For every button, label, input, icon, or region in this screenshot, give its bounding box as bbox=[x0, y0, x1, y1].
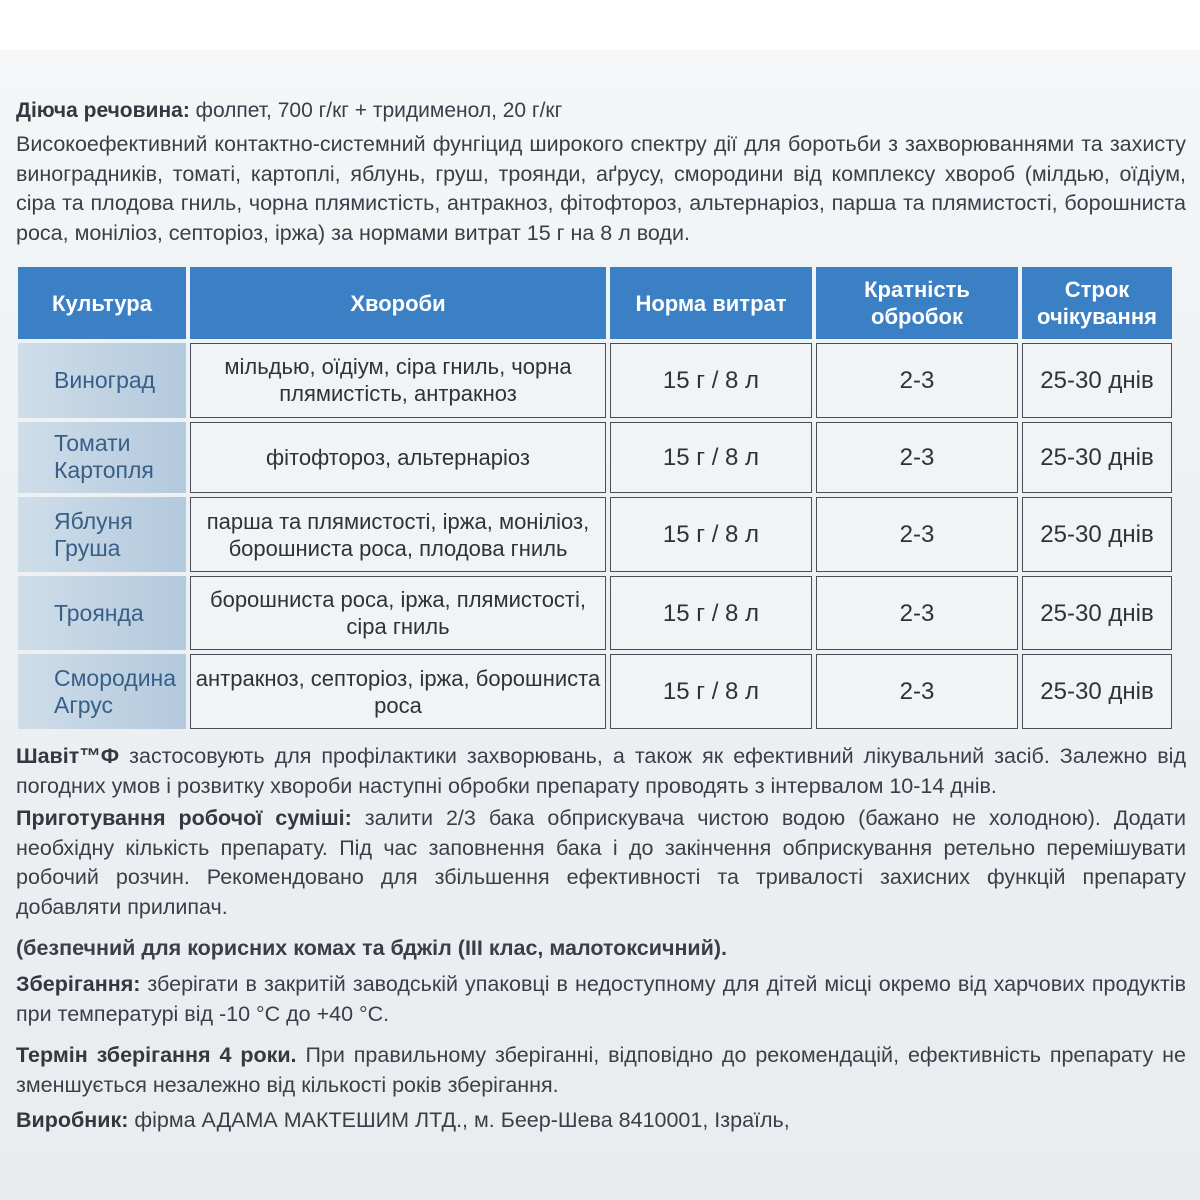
table-row bbox=[18, 654, 1172, 729]
active-substance-value: фолпет, 700 г/кг + тридименол, 20 г/кг bbox=[189, 99, 563, 122]
storage-text: зберігати в закритій заводській упаковці в недоступному для дітей місці окремо від харчових продуктів при температурі від -10 °С до +40 °С. bbox=[16, 972, 1186, 1026]
cell-diseases: антракноз, септоріоз, іржа, борошниста роса bbox=[190, 654, 606, 729]
cell-diseases: фітофтороз, альтернаріоз bbox=[190, 422, 606, 494]
manufacturer-label: Виробник: bbox=[16, 1108, 129, 1132]
shelf-life-paragraph bbox=[16, 1041, 1186, 1100]
table-row bbox=[18, 422, 1172, 494]
active-substance-line bbox=[16, 96, 1186, 126]
cell-crop: Троянда bbox=[18, 576, 186, 651]
header-waiting: Строк очікування bbox=[1022, 267, 1172, 339]
cell-waiting: 25-30 днів bbox=[1022, 422, 1172, 494]
table-row bbox=[18, 497, 1172, 572]
intro-paragraph: Високоефективний контактно-системний фунгіцид широкого спектру дії для боротьби з захворюваннями та захисту виноградників, томаті, картоплі, яблунь, груш, троянди, аґрусу, смородини від комплексу хвороб (мілдью, оїдіум, сіра та плодова гниль, чорна плямистість, антракноз, фітофтороз, альтернаріоз, парша та плямистості, борошниста роса, моніліоз, септоріоз, іржа) за нормами витрат 15 г на 8 л води. bbox=[16, 132, 1186, 245]
usage-text: застосовують для профілактики захворювань, а також як ефективний лікувальний засіб. Залежно від погодних умов і розвитку хвороби наступні обробки препарату проводять з інтервалом 10-14 днів. bbox=[16, 744, 1186, 798]
shelf-life-label: Термін зберігання 4 роки. bbox=[16, 1043, 297, 1067]
mix-text: залити 2/3 бака обприскувача чистою водою (бажано не холодною). Додати необхідну кількість препарату. Під час заповнення бака і до закінчення обприскування ретельно перемішувати робочий розчин. Рекомендовано для збільшення ефективності та тривалості захисних функцій препарату добавляти прилипач. bbox=[16, 806, 1186, 919]
cell-rate: 15 г / 8 л bbox=[610, 422, 812, 494]
header-diseases: Хвороби bbox=[190, 267, 606, 339]
cell-times: 2-3 bbox=[816, 654, 1018, 729]
cell-diseases: мільдью, оїдіум, сіра гниль, чорна плямистість, антракноз bbox=[190, 343, 606, 418]
manufacturer-paragraph bbox=[16, 1106, 1186, 1136]
brand-name: Шавіт™Ф bbox=[16, 744, 120, 768]
cell-rate: 15 г / 8 л bbox=[610, 576, 812, 651]
shelf-life-text: При правильному зберіганні, відповідно до рекомендацій, ефективність препарату не зменшується незалежно від кількості років зберігання. bbox=[16, 1043, 1186, 1097]
cell-waiting: 25-30 днів bbox=[1022, 654, 1172, 729]
cell-waiting: 25-30 днів bbox=[1022, 343, 1172, 418]
cell-rate: 15 г / 8 л bbox=[610, 497, 812, 572]
cell-times: 2-3 bbox=[816, 343, 1018, 418]
header-crop: Культура bbox=[18, 267, 186, 339]
table-row bbox=[18, 576, 1172, 651]
header-rate: Норма витрат bbox=[610, 267, 812, 339]
cell-crop: Томати Картопля bbox=[18, 422, 186, 494]
cell-waiting: 25-30 днів bbox=[1022, 497, 1172, 572]
storage-label: Зберігання: bbox=[16, 972, 141, 996]
cell-times: 2-3 bbox=[816, 497, 1018, 572]
cell-times: 2-3 bbox=[816, 576, 1018, 651]
cell-rate: 15 г / 8 л bbox=[610, 343, 812, 418]
application-table bbox=[14, 263, 1176, 733]
table-header-row bbox=[18, 267, 1172, 339]
header-times: Кратність обробок bbox=[816, 267, 1018, 339]
cell-crop: Виноград bbox=[18, 343, 186, 418]
cell-diseases: парша та плямистості, іржа, моніліоз, борошниста роса, плодова гниль bbox=[190, 497, 606, 572]
cell-times: 2-3 bbox=[816, 422, 1018, 494]
active-substance-label: Діюча речовина: bbox=[16, 99, 190, 122]
cell-crop: Смородина Агрус bbox=[18, 654, 186, 729]
usage-paragraph bbox=[16, 742, 1186, 801]
storage-paragraph bbox=[16, 970, 1186, 1029]
mix-paragraph bbox=[16, 804, 1186, 922]
safety-note: (безпечний для корисних комах та бджіл (III клас, малотоксичний). bbox=[16, 936, 727, 960]
cell-diseases: борошниста роса, іржа, плямистості, сіра гниль bbox=[190, 576, 606, 651]
cell-rate: 15 г / 8 л bbox=[610, 654, 812, 729]
cell-waiting: 25-30 днів bbox=[1022, 576, 1172, 651]
cell-crop: Яблуня Груша bbox=[18, 497, 186, 572]
table-row bbox=[18, 343, 1172, 418]
manufacturer-text: фірма АДАМА МАКТЕШИМ ЛТД., м. Беер-Шева 8410001, Ізраїль, bbox=[128, 1108, 790, 1132]
mix-label: Приготування робочої суміші: bbox=[16, 806, 352, 830]
